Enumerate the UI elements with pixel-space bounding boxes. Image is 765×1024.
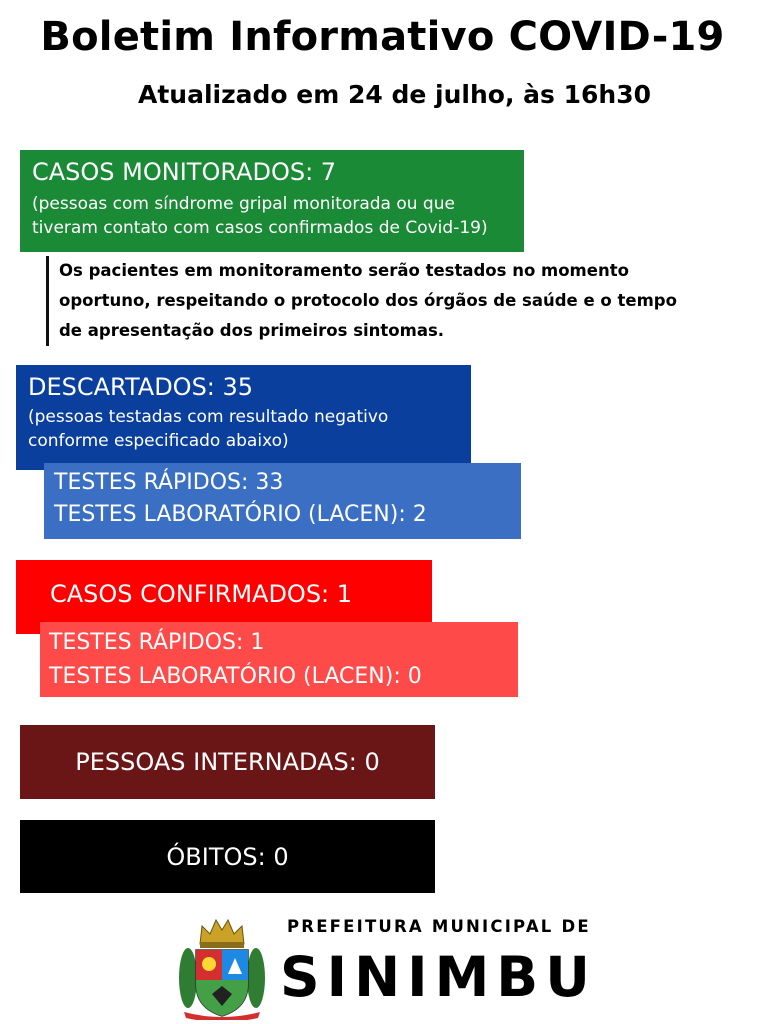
discarded-lab-tests: TESTES LABORATÓRIO (LACEN): 2 [54,502,427,527]
monitored-desc-line2: tiveram contato com casos confirmados de Covid-19) [32,218,488,238]
confirmed-rapid-tests: TESTES RÁPIDOS: 1 [49,630,265,655]
confirmed-tests-box [40,622,518,697]
confirmed-lab-tests: TESTES LABORATÓRIO (LACEN): 0 [49,664,422,689]
confirmed-cases-label: CASOS CONFIRMADOS: 1 [50,580,353,608]
discarded-cases-box [16,365,471,470]
deaths-label: ÓBITOS: 0 [166,842,289,871]
discarded-desc-line2: conforme especificado abaixo) [28,431,289,451]
footer-city-name: SINIMBU [280,945,597,1009]
footer-org-label: PREFEITURA MUNICIPAL DE [287,917,591,936]
hospitalized-label: PESSOAS INTERNADAS: 0 [75,748,380,776]
page-title: Boletim Informativo COVID-19 [40,14,725,60]
monitoring-note-line3: de apresentação dos primeiros sintomas. [59,321,445,340]
monitoring-note-line2: oportuno, respeitando o protocolo dos órgãos de saúde e o tempo [59,291,677,310]
monitoring-note-line1: Os pacientes em monitoramento serão testados no momento [59,261,629,280]
monitored-cases-box [20,150,524,252]
update-subtitle: Atualizado em 24 de julho, às 16h30 [138,80,652,109]
deaths-box [20,820,435,893]
discarded-rapid-tests: TESTES RÁPIDOS: 33 [54,470,284,495]
monitoring-note [46,256,746,346]
hospitalized-box [20,725,435,799]
monitored-cases-label: CASOS MONITORADOS: 7 [32,158,337,186]
discarded-tests-box [44,463,521,539]
monitored-desc-line1: (pessoas com síndrome gripal monitorada ou que [32,194,455,214]
discarded-cases-label: DESCARTADOS: 35 [28,373,254,401]
discarded-desc-line1: (pessoas testadas com resultado negativo [28,407,389,427]
coat-of-arms-icon [178,916,266,1020]
